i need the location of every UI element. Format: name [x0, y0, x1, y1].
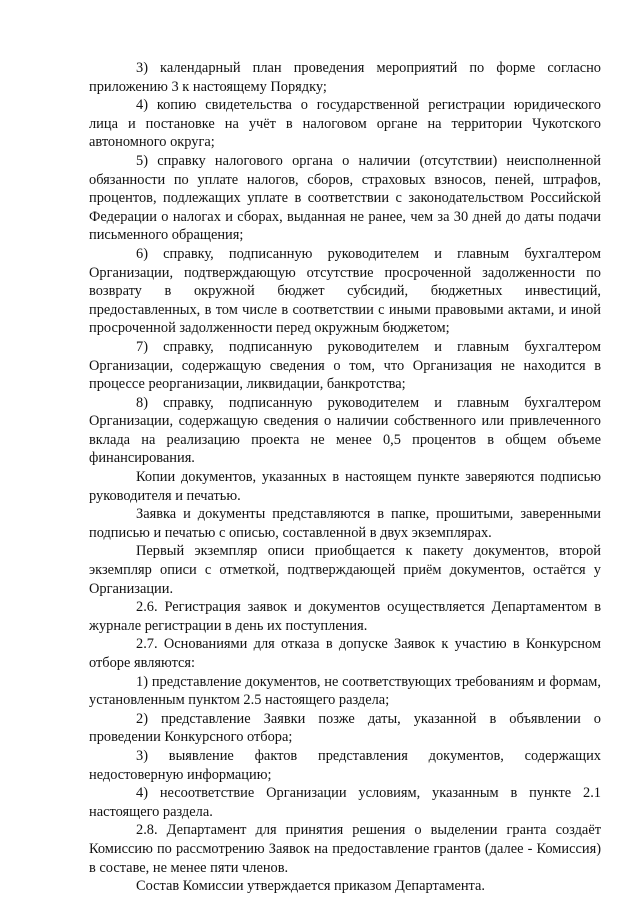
paragraph-item-8-own-contribution: 8) справку, подписанную руководителем и главным бухгалтером Организации, содержащую сведения о наличии собственного или привлеченного вклада на реализацию проекта не менее 0,5 процентов в общем объеме финансирования. [89, 394, 601, 467]
paragraph-application-folder: Заявка и документы представляются в папке, прошитыми, заверенными подписью и печатью с описью, составленной в двух экземплярах. [89, 506, 601, 541]
paragraph-refusal-reason-4: 4) несоответствие Организации условиям, указанным в пункте 2.1 настоящего раздела. [89, 785, 601, 820]
paragraph-item-6-no-overdue-debt: 6) справку, подписанную руководителем и главным бухгалтером Организации, подтверждающую отсутствие просроченной задолженности по возврату в окружной бюджет субсидий, бюджетных инвестиций, предоставленных, в том числе в соответствии с иными правовыми актами, и иной просроченной задолженности перед окружным бюджетом; [89, 245, 601, 337]
document-page [89, 59, 601, 896]
paragraph-refusal-reason-1: 1) представление документов, не соответствующих требованиям и формам, установленным пунктом 2.5 настоящего раздела; [89, 673, 601, 709]
paragraph-clause-2-7: 2.7. Основаниями для отказа в допуске Заявок к участию в Конкурсном отборе являются: [89, 636, 601, 671]
paragraph-clause-2-8: 2.8. Департамент для принятия решения о выделении гранта создаёт Комиссию по рассмотрению Заявок на предоставление грантов (далее - Комиссия) в составе, не менее пяти членов. [89, 822, 601, 876]
paragraph-refusal-reason-2: 2) представление Заявки позже даты, указанной в объявлении о проведении Конкурсного отбора; [89, 710, 601, 746]
paragraph-inventory-copies: Первый экземпляр описи приобщается к пакету документов, второй экземпляр описи с отметкой, подтверждающей приём документов, остаётся у Организации. [89, 543, 601, 597]
paragraph-item-7-no-reorganization: 7) справку, подписанную руководителем и главным бухгалтером Организации, содержащую сведения о том, что Организация не находится в процессе реорганизации, ликвидации, банкротства; [89, 338, 601, 393]
paragraph-refusal-reason-3: 3) выявление фактов представления документов, содержащих недостоверную информацию; [89, 747, 601, 783]
paragraph-item-5-tax-certificate: 5) справку налогового органа о наличии (отсутствии) неисполненной обязанности по уплате налогов, сборов, страховых взносов, пеней, штрафов, процентов, подлежащих уплате в соответствии с законодательством Российской Федерации о налогах и сборах, выданная не ранее, чем за 30 дней до даты подачи письменного обращения; [89, 152, 601, 244]
paragraph-item-3-calendar-plan: 3) календарный план проведения мероприятий по форме согласно приложению 3 к настоящему Порядку; [89, 60, 601, 95]
paragraph-commission-composition: Состав Комиссии утверждается приказом Департамента. [136, 878, 486, 895]
paragraph-clause-2-6: 2.6. Регистрация заявок и документов осуществляется Департаментом в журнале регистрации в день их поступления. [89, 599, 601, 634]
paragraph-item-4-registration-certificate: 4) копию свидетельства о государственной регистрации юридического лица и постановке на учёт в налоговом органе на территории Чукотского автономного округа; [89, 97, 601, 151]
paragraph-copies-certified: Копии документов, указанных в настоящем пункте заверяются подписью руководителя и печатью. [89, 469, 601, 504]
